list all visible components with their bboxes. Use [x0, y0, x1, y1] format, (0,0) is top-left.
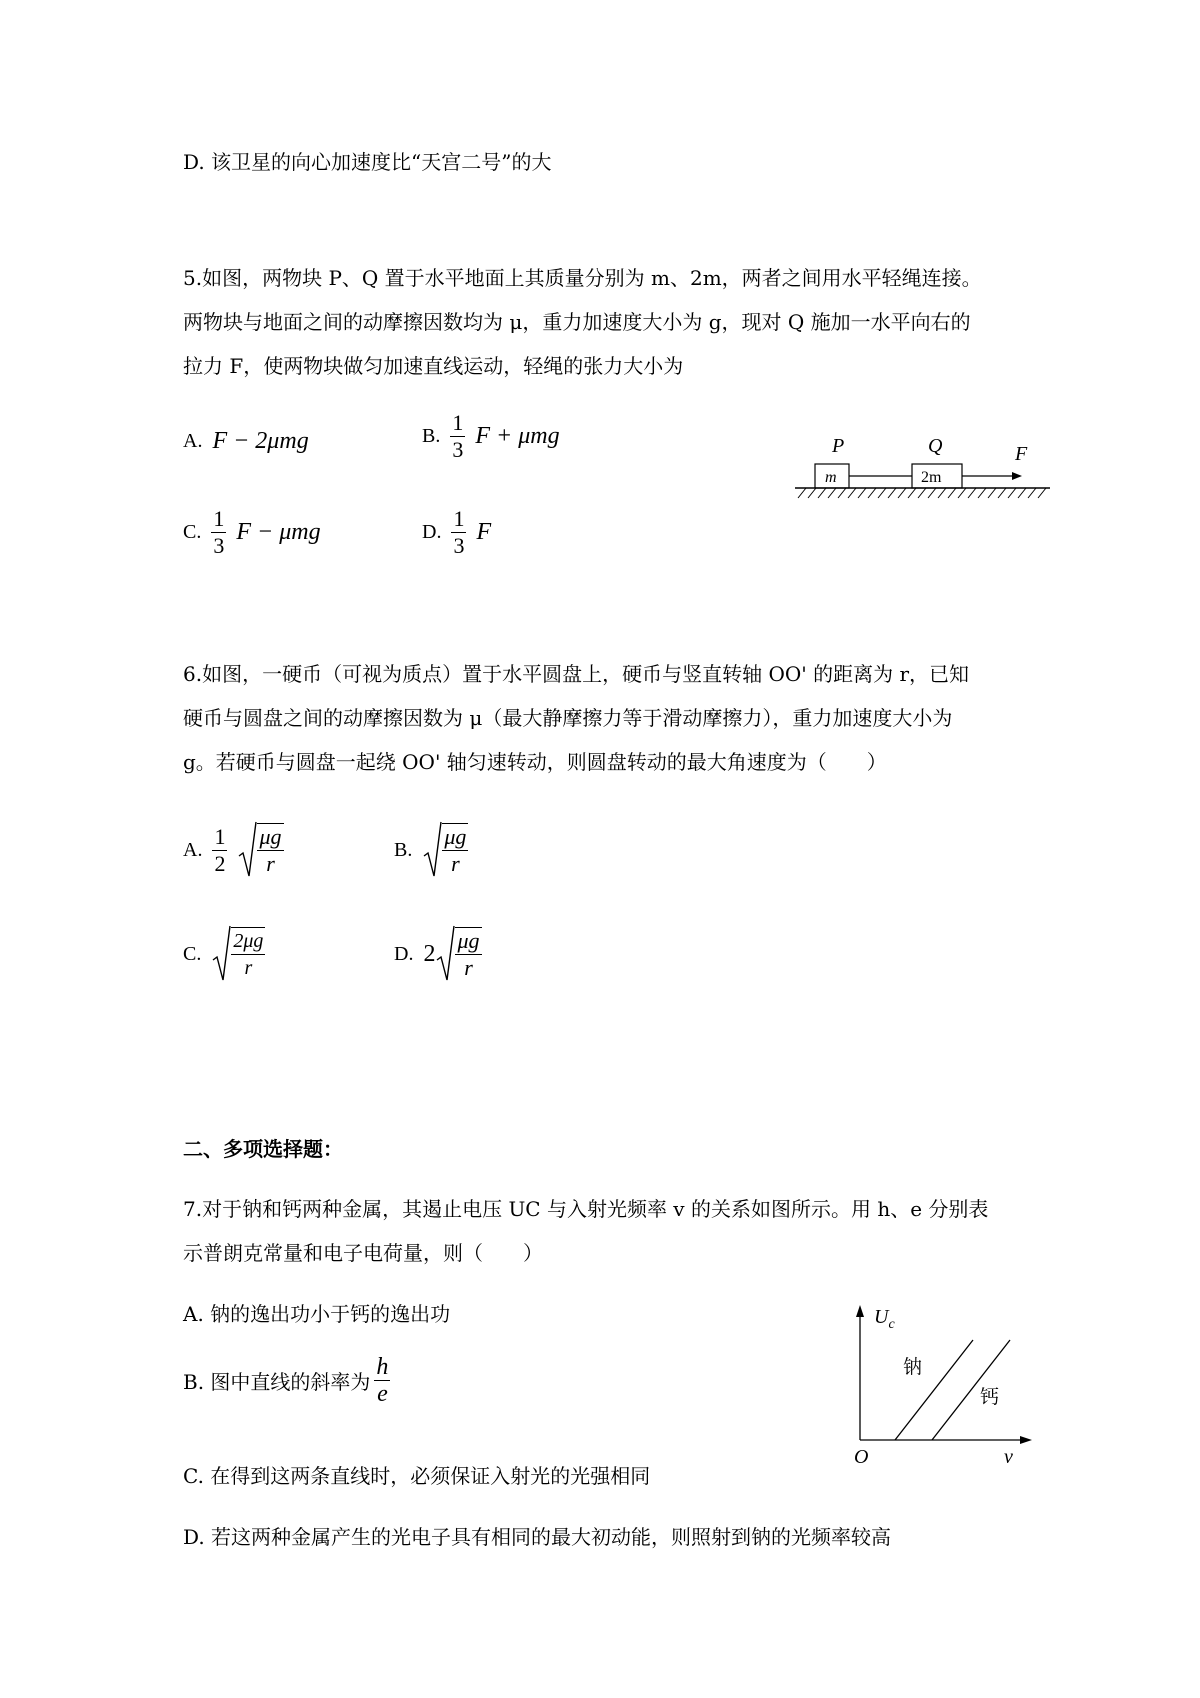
label-q: Q: [928, 435, 943, 457]
x-axis-label: v: [1004, 1446, 1013, 1465]
slope-fraction: [374, 1354, 390, 1407]
q7-stem-line2: 示普朗克常量和电子电荷量，则（ ）: [183, 1241, 543, 1265]
radical-sign: [211, 924, 231, 984]
origin-label: O: [854, 1446, 869, 1465]
fraction: [211, 506, 226, 559]
force-arrowhead: [1012, 472, 1022, 480]
option-label: B.: [394, 838, 413, 861]
option-label: D.: [422, 521, 442, 543]
q5-option-a[interactable]: [183, 428, 309, 455]
fraction: [450, 410, 465, 463]
radicand-fraction: [231, 927, 265, 981]
q4-option-d: D. 该卫星的向心加速度比“天宫二号”的大: [183, 150, 552, 174]
block-p-mass: m: [825, 469, 837, 486]
fraction-denominator: r: [451, 851, 460, 876]
fraction-numerator: μg: [457, 928, 480, 953]
block-q-mass: 2m: [921, 469, 942, 486]
q6-stem-line1: 6.如图，一硬币（可视为质点）置于水平圆盘上，硬币与竖直转轴 OO' 的距离为 r，已知: [183, 662, 970, 686]
radical-sign: [237, 820, 257, 880]
q5-stem-line3: 拉力 F，使两物块做匀加速直线运动，轻绳的张力大小为: [183, 354, 684, 378]
radicand-fraction: [442, 823, 468, 877]
option-expression: F + μmg: [475, 423, 560, 449]
option-label: C.: [183, 521, 202, 543]
fraction-denominator: r: [244, 957, 253, 979]
fraction-numerator: 1: [214, 823, 226, 849]
fraction-numerator: 2μg: [231, 928, 265, 955]
q6-option-c[interactable]: [183, 924, 265, 984]
q5-blocks-figure: [790, 430, 1060, 510]
option-label: C.: [183, 942, 202, 965]
fraction-numerator: μg: [444, 824, 467, 849]
q5-option-b[interactable]: [422, 410, 560, 463]
q6-stem-line2: 硬币与圆盘之间的动摩擦因数为 μ（最大静摩擦力等于滑动摩擦力），重力加速度大小为: [183, 706, 953, 730]
fraction-denominator: 3: [213, 533, 225, 558]
q7-uc-frequency-graph: [840, 1295, 1040, 1465]
y-axis-arrow: [856, 1305, 864, 1317]
y-axis-label: $U_c$: [874, 1306, 895, 1332]
fraction-denominator: r: [464, 955, 473, 980]
fraction-denominator: e: [377, 1381, 388, 1407]
label-f: F: [1015, 443, 1028, 465]
ground-hatching: [798, 488, 1046, 498]
fraction-numerator: μg: [259, 824, 282, 849]
q6-option-b[interactable]: [394, 820, 468, 880]
q7-option-a[interactable]: A. 钠的逸出功小于钙的逸出功: [183, 1302, 451, 1326]
sodium-line: [895, 1340, 973, 1440]
q7-option-b[interactable]: [183, 1354, 390, 1407]
fraction-numerator: 1: [453, 506, 465, 531]
fraction-denominator: 3: [452, 437, 464, 462]
calcium-label: 钙: [980, 1386, 1000, 1408]
q6-option-a[interactable]: [183, 820, 284, 880]
q5-stem-line2: 两物块与地面之间的动摩擦因数均为 μ，重力加速度大小为 g，现对 Q 施加一水平向右的: [183, 310, 971, 334]
label-p: P: [832, 435, 845, 457]
coefficient-fraction: [212, 824, 227, 877]
q6-option-d[interactable]: [394, 924, 482, 984]
fraction-denominator: 3: [453, 533, 465, 558]
radicand-fraction: [257, 823, 283, 877]
x-axis-arrow: [1020, 1436, 1032, 1444]
q7-stem-line1: 7.对于钠和钙两种金属，其遏止电压 UC 与入射光频率 v 的关系如图所示。用 h、e 分别表: [183, 1197, 989, 1221]
q5-option-d[interactable]: [422, 506, 491, 559]
option-expression: F: [476, 519, 492, 545]
q5-stem-line1: 5.如图，两物块 P、Q 置于水平地面上其质量分别为 m、2m，两者之间用水平轻绳连接。: [183, 266, 982, 290]
radical-sign: [422, 820, 442, 880]
sodium-label: 钠: [903, 1356, 923, 1378]
q7-option-d[interactable]: D. 若这两种金属产生的光电子具有相同的最大初动能，则照射到钠的光频率较高: [183, 1525, 892, 1549]
option-label: D.: [394, 942, 414, 965]
q6-stem-line3: g。若硬币与圆盘一起绕 OO' 轴匀速转动，则圆盘转动的最大角速度为（ ）: [183, 750, 887, 774]
fraction-denominator: 2: [214, 850, 226, 876]
fraction-numerator: 1: [452, 410, 464, 435]
option-text: B. 图中直线的斜率为: [183, 1370, 371, 1394]
option-label: A.: [183, 838, 203, 861]
q5-option-c[interactable]: [183, 506, 321, 559]
option-label: B.: [422, 425, 441, 447]
radicand-fraction: [455, 927, 481, 981]
coefficient: 2: [423, 940, 436, 967]
radical-sign: [435, 924, 455, 984]
fraction-denominator: r: [266, 851, 275, 876]
fraction-numerator: h: [376, 1354, 389, 1380]
fraction-numerator: 1: [213, 506, 225, 531]
q7-option-c[interactable]: C. 在得到这两条直线时，必须保证入射光的光强相同: [183, 1464, 651, 1488]
fraction: [451, 506, 466, 559]
option-expression: F − 2μmg: [212, 428, 309, 454]
option-expression: F − μmg: [236, 519, 321, 545]
option-label: A.: [183, 430, 203, 452]
section-heading: 二、多项选择题：: [183, 1137, 343, 1161]
